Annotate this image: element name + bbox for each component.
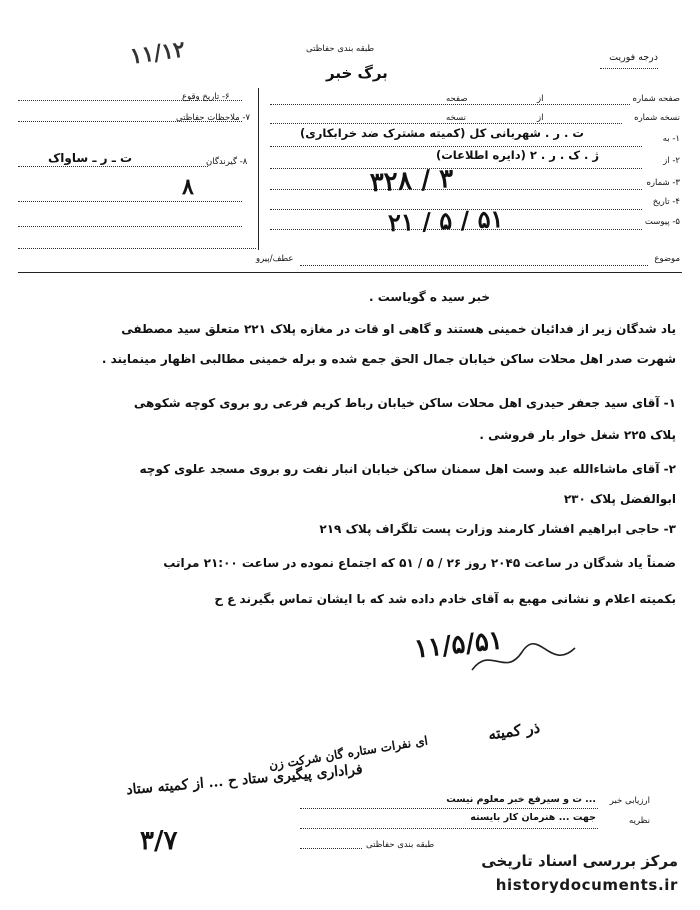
scribble-mark bbox=[470, 640, 580, 680]
body-line: ابوالفضل پلاک ۲۳۰ bbox=[563, 492, 676, 506]
opinion-line bbox=[300, 828, 598, 829]
field-attach-label: ۵- پیوست bbox=[644, 217, 680, 227]
recipients-label: ۸- گیرندگان bbox=[206, 157, 248, 167]
field-to-value: ت . ر . شهربانی کل (کمیته مشترک ضد خرابکاری) bbox=[300, 126, 584, 140]
opinion-label: نظریه bbox=[629, 816, 650, 826]
copy-number-label: نسخه شماره bbox=[634, 113, 680, 123]
header-divider bbox=[258, 88, 259, 250]
evaluation-line bbox=[300, 808, 598, 809]
body-line: ۱- آقای سید جعفر حیدری اهل محلات ساکن خیابان رباط کریم فرعی رو بروی کوچه شکوهی bbox=[133, 396, 676, 410]
body-line: شهرت صدر اهل محلات ساکن خیابان جمال الحق جمع شده و برله خمینی مطالبی اظهار مینمایند . bbox=[101, 352, 676, 366]
field-to-label: ۱- به bbox=[662, 134, 680, 144]
reference-line bbox=[18, 248, 256, 249]
recipients-value: ت ـ ر ـ ساواک bbox=[48, 151, 133, 165]
watermark-url: historydocuments.ir bbox=[495, 876, 678, 894]
field-to-line bbox=[270, 146, 642, 147]
handwritten-top: ۱۱/۱۲ bbox=[128, 36, 187, 70]
field-number-label: ۳- شماره bbox=[646, 178, 680, 188]
classification-top: طبقه بندی حفاظتی bbox=[306, 44, 375, 54]
recipient-count: ۸ bbox=[182, 174, 194, 200]
marginal-note-2: ای نفرات ستاره گان شرکت زن bbox=[267, 733, 429, 773]
form-title: برگ خبر bbox=[326, 64, 388, 82]
classification-line bbox=[300, 848, 362, 849]
opinion-value: جهت ... هنرمان کار بایسته bbox=[470, 812, 596, 823]
page-number-line bbox=[270, 104, 630, 105]
field-date-value: ۲۱ / ۵ / ۵۱ bbox=[387, 203, 504, 238]
page-label: صفحه bbox=[446, 94, 468, 104]
body-line: ۳- حاجی ابراهیم افشار کارمند وزارت پست تلگراف پلاک ۲۱۹ bbox=[319, 522, 676, 536]
watermark-title: مرکز بررسی اسناد تاریخی bbox=[481, 852, 678, 870]
from-label-2: از bbox=[537, 113, 544, 123]
field-from-label: ۲- از bbox=[663, 156, 680, 166]
body-line: بکمیته اعلام و نشانی مهبع به آقای خادم داده شد که با ایشان تماس بگیرند ع ح bbox=[214, 592, 676, 606]
field-number-value: ۳۲۸ / ۳ bbox=[369, 163, 455, 199]
copy-label: نسخه bbox=[446, 113, 466, 123]
subject-line bbox=[300, 265, 648, 266]
subject-label: موضوع bbox=[654, 254, 680, 264]
reference-label: عطف/پیرو bbox=[256, 254, 294, 264]
body-line: ۲- آقای ماشاءالله عبد وست اهل سمنان ساکن خیابان انبار نفت رو بروی مسجد علوی کوچه bbox=[139, 462, 676, 476]
marginal-note-1: ذر کمیته bbox=[487, 718, 542, 744]
field-number-line bbox=[270, 189, 642, 190]
priority-line bbox=[600, 68, 658, 69]
signature: ۳/۷ bbox=[140, 826, 178, 856]
evaluation-value: ... ت و سیرفع خبر معلوم نیست bbox=[446, 794, 596, 805]
header-separator bbox=[18, 272, 682, 273]
marginal-note-3: فراداری پیگیری ستاد ح ... از کمیته ستاد bbox=[125, 761, 364, 799]
from-label-1: از bbox=[537, 94, 544, 104]
field-date-label: ۴- تاریخ bbox=[652, 197, 680, 207]
field-from-value: ژ . ک . ر . ۲ (دایره اطلاعات) bbox=[436, 148, 600, 162]
recipients-line-3 bbox=[18, 226, 242, 227]
evaluation-label: ارزیابی خبر bbox=[609, 796, 650, 806]
recipients-line-2 bbox=[18, 201, 242, 202]
page-number-label: صفحه شماره bbox=[632, 94, 680, 104]
recipients-line bbox=[18, 166, 208, 167]
field-from-line bbox=[270, 168, 642, 169]
body-line: ضمناً یاد شدگان در ساعت ۲۰۴۵ روز ۲۶ / ۵ / ۵۱ که اجتماع نموده در ساعت ۲۱:۰۰ مراتب bbox=[163, 556, 676, 570]
security-notes-label: ۷- ملاحظات حفاظتی bbox=[176, 113, 251, 123]
body-line: پلاک ۲۲۵ شغل خوار بار فروشی . bbox=[479, 428, 676, 442]
date-stamp: ۱۱/۵/۵۱ bbox=[412, 625, 505, 665]
priority-label: درجه فوریت bbox=[609, 52, 658, 63]
copy-number-line bbox=[270, 123, 622, 124]
body-line: خبر سید ه گویاست . bbox=[368, 290, 490, 304]
classification-bottom: طبقه بندی حفاظتی bbox=[366, 840, 435, 850]
occurrence-date-label: ۶- تاریخ وقوع bbox=[182, 92, 230, 102]
body-line: یاد شدگان زیر از فدائیان خمینی هستند و گاهی او قات در مغازه پلاک ۲۲۱ متعلق سید مصطفی bbox=[121, 322, 676, 336]
